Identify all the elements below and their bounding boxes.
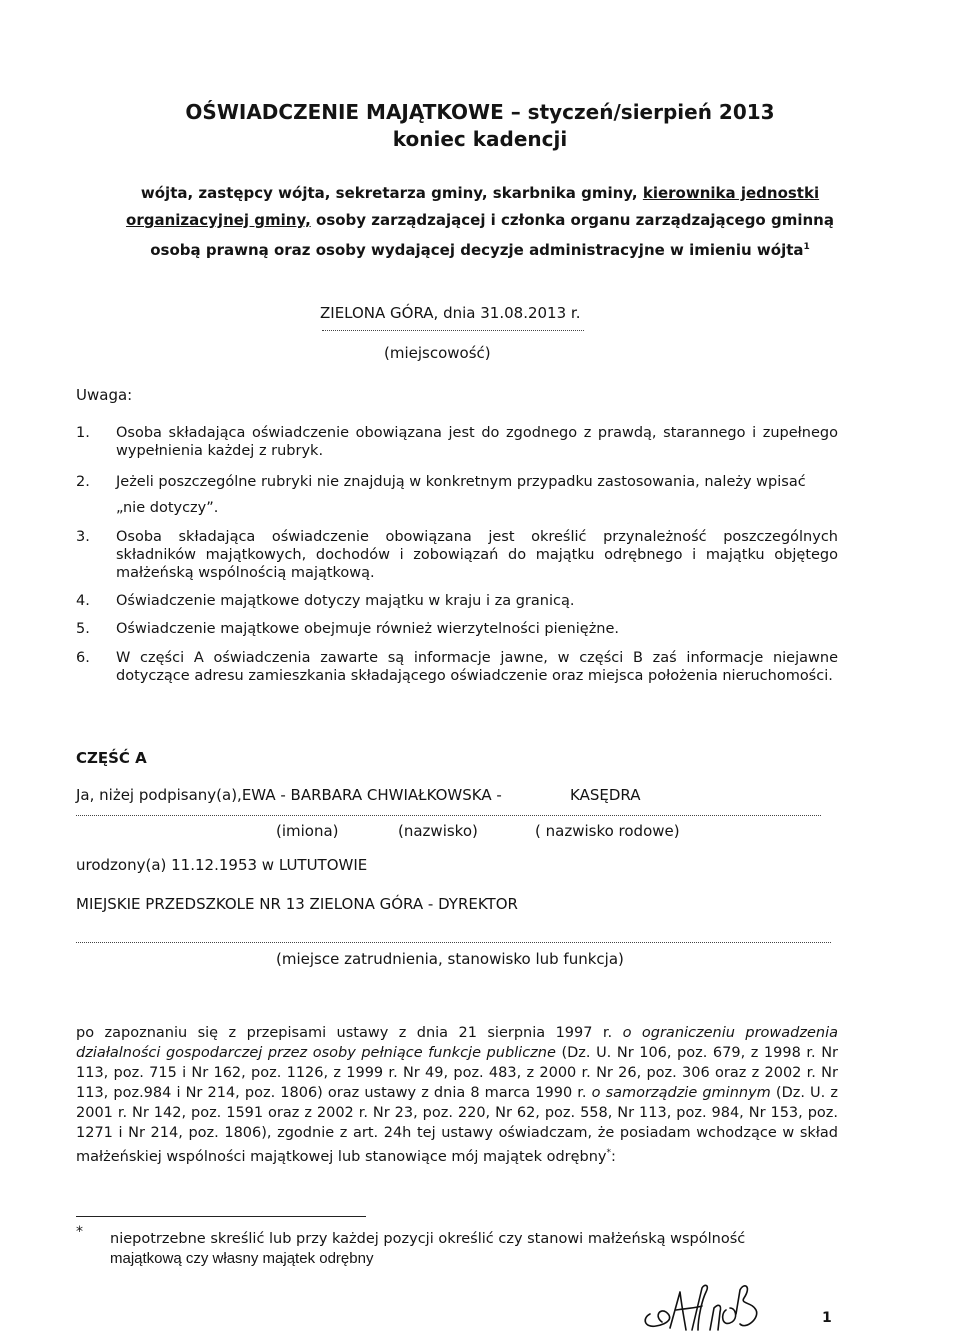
footnote-line-2: majątkową czy własny majątek odrębny (110, 1250, 374, 1267)
notes-heading: Uwaga: (76, 386, 133, 404)
page-number: 1 (822, 1310, 832, 1326)
workplace-value: MIEJSKIE PRZEDSZKOLE NR 13 ZIELONA GÓRA - DYREKTOR (76, 895, 518, 913)
birth-info: urodzony(a) 11.12.1953 w LUTUTOWIE (76, 856, 368, 874)
label-surname: (nazwisko) (398, 822, 478, 840)
note-item-6: 6. W części A oświadczenia zawarte są informacje jawne, w części B zaś informacje niejawne dotyczące adresu zamieszkania składającego oświadczenie oraz miejsca położenia nieruchomości. (76, 650, 838, 684)
place-date-label: (miejscowość) (384, 344, 491, 362)
legal-basis-paragraph: po zapoznaniu się z przepisami ustawy z dnia 21 sierpnia 1997 r. o ograniczeniu prowadzenia działalności gospodarczej przez osoby pełniące funkcje publiczne (Dz. U. Nr 106, poz. 679, z 1998 r. Nr 113, poz. 715 i Nr 162, poz. 1126, z 1999 r. Nr 49, poz. 483, z 2000 r. Nr 26, poz. 306 oraz z 2002 r. Nr 113, poz.984 i Nr 214, poz. 1806) oraz ustawy z dnia 8 marca 1990 r. o samorządzie gminnym (Dz. U. z 2001 r. Nr 142, poz. 1591 oraz z 2002 r. Nr 23, poz. 220, Nr 62, poz. 558, Nr 113, poz. 984, Nr 153, poz. 1271 i Nr 214, poz. 1806), zgodnie z art. 24h tej ustawy oświadczam, że posiadam wchodzące w skład małżeńskiej wspólności majątkowej lub stanowiące mój majątek odrębny*: (76, 1025, 839, 1165)
label-maiden-name: ( nazwisko rodowe) (535, 822, 680, 840)
part-a-heading: CZĘŚĆ A (76, 749, 147, 767)
footnote-line-1: niepotrzebne skreślić lub przy każdej pozycji określić czy stanowi małżeńską wspólność (110, 1231, 746, 1247)
label-first-names: (imiona) (276, 822, 339, 840)
addressees-line-3: osobą prawną oraz osoby wydającej decyzje administracyjne w imieniu wójta$^1$ (150, 241, 810, 259)
place-date-value: ZIELONA GÓRA, dnia 31.08.2013 r. (320, 304, 581, 322)
note-item-2-continued: „nie dotyczy”. (116, 500, 219, 516)
footnote-marker: * (76, 1224, 83, 1240)
declarant-name-line: Ja, niżej podpisany(a),EWA - BARBARA CHWIAŁKOWSKA - (76, 786, 502, 804)
addressees-text (120, 180, 840, 264)
note-item-2: 2. Jeżeli poszczególne rubryki nie znajdują w konkretnym przypadku zastosowania, należy wpisać (76, 474, 806, 490)
note-item-5: 5. Oświadczenie majątkowe obejmuje również wierzytelności pieniężne. (76, 621, 620, 637)
footnote-text (110, 1230, 840, 1268)
signature (640, 1278, 780, 1335)
workplace-dotted-line (76, 942, 831, 943)
place-date-dotted-line (322, 330, 584, 331)
document-subtitle-period: koniec kadencji (392, 127, 568, 151)
note-item-4: 4. Oświadczenie majątkowe dotyczy majątku w kraju i za granicą. (76, 593, 575, 609)
footnote-separator (76, 1216, 366, 1217)
name-dotted-line (76, 815, 821, 816)
document-title: OŚWIADCZENIE MAJĄTKOWE – styczeń/sierpień 2013 (185, 100, 775, 124)
declarant-maiden-name: KASĘDRA (570, 786, 641, 804)
addressees-line-2: organizacyjnej gminy, osoby zarządzającej i członka organu zarządzającego gminną (126, 211, 834, 229)
note-item-1: 1. Osoba składająca oświadczenie obowiązana jest do zgodnego z prawdą, starannego i zupełnego wypełnienia każdej z rubryk. (76, 425, 838, 459)
workplace-label: (miejsce zatrudnienia, stanowisko lub funkcja) (276, 950, 624, 968)
notes-list (76, 424, 838, 714)
addressees-line-1: wójta, zastępcy wójta, sekretarza gminy, skarbnika gminy, kierownika jednostki (140, 184, 820, 202)
note-item-3: 3. Osoba składająca oświadczenie obowiązana jest określić przynależność poszczególnych składników majątkowych, dochodów i zobowiązań do majątku odrębnego i majątku objętego małżeńską wspólnością majątkową. (76, 529, 838, 581)
